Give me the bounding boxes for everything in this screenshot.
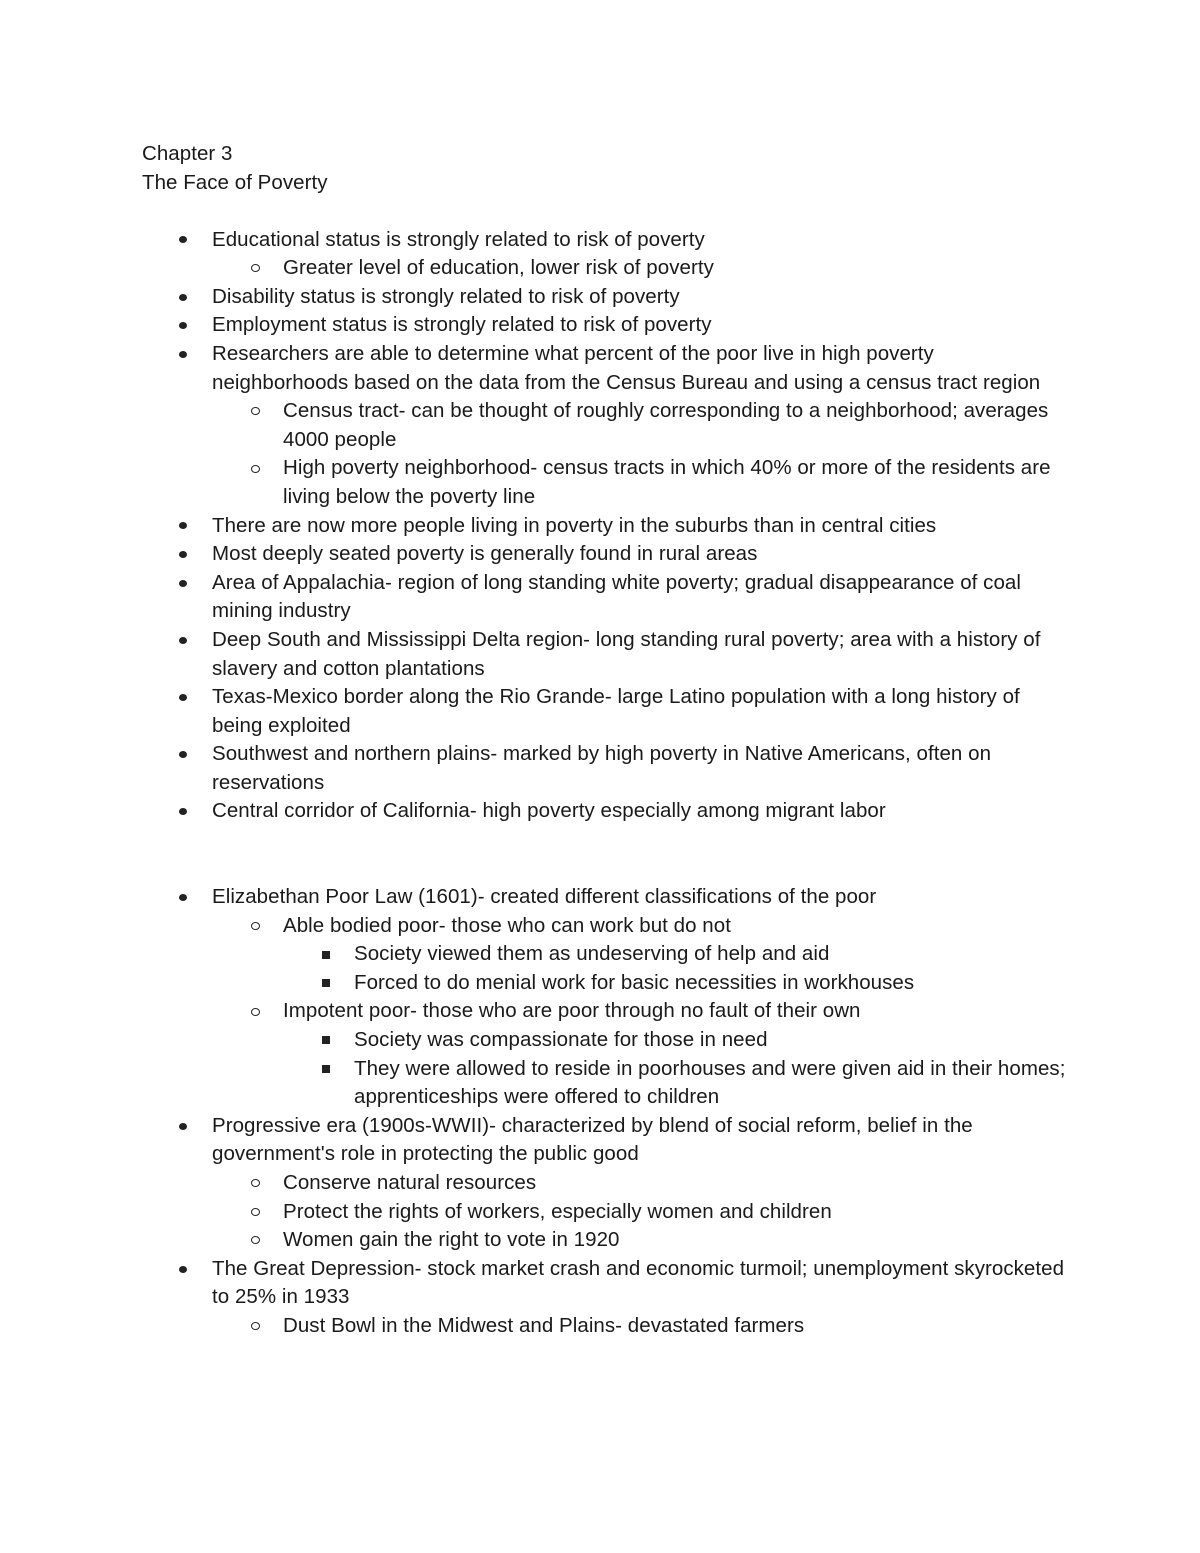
bullet-circle-icon bbox=[247, 454, 263, 483]
list-item bbox=[142, 569, 1072, 626]
list-item bbox=[142, 311, 1072, 340]
list-item-text: Deep South and Mississippi Delta region- long standing rural poverty; area with a history of slavery and cotton plantations bbox=[212, 627, 1041, 680]
bullet-disc-icon bbox=[175, 626, 191, 655]
list-item bbox=[142, 397, 1072, 454]
list-item-text: Able bodied poor- those who can work but do not bbox=[283, 913, 731, 937]
list-item-text: Researchers are able to determine what percent of the poor live in high poverty neighborhoods based on the data from the Census Bureau and using a census tract region bbox=[212, 341, 1041, 394]
list-item-text: Census tract- can be thought of roughly corresponding to a neighborhood; averages 4000 people bbox=[283, 399, 1049, 451]
list-item bbox=[142, 797, 1072, 826]
bullet-disc-icon bbox=[175, 683, 191, 712]
bullet-square-icon bbox=[318, 969, 334, 998]
bullet-disc-icon bbox=[175, 340, 191, 369]
bullet-disc-icon bbox=[175, 283, 191, 312]
list-item-text: The Great Depression- stock market crash and economic turmoil; unemployment skyrocketed to 25% in 1933 bbox=[212, 1256, 1065, 1309]
bullet-circle-icon bbox=[247, 1312, 263, 1341]
list-item bbox=[142, 997, 1072, 1026]
blank-line bbox=[142, 197, 1072, 226]
list-item-text: Forced to do menial work for basic necessities in workhouses bbox=[354, 970, 915, 994]
list-item-text: Elizabethan Poor Law (1601)- created different classifications of the poor bbox=[212, 885, 877, 909]
list-item-text: Most deeply seated poverty is generally found in rural areas bbox=[212, 542, 758, 566]
bullet-circle-icon bbox=[247, 1226, 263, 1255]
list-item-text: Women gain the right to vote in 1920 bbox=[283, 1228, 620, 1252]
list-item bbox=[142, 1198, 1072, 1227]
list-item-text: Society was compassionate for those in need bbox=[354, 1028, 768, 1052]
bullet-disc-icon bbox=[175, 226, 191, 255]
list-item bbox=[142, 283, 1072, 312]
bullet-disc-icon bbox=[175, 569, 191, 598]
list-item-text: Conserve natural resources bbox=[283, 1171, 537, 1194]
list-item bbox=[142, 512, 1072, 541]
bullet-circle-icon bbox=[247, 254, 263, 283]
list-item bbox=[142, 1226, 1072, 1255]
document-body bbox=[142, 139, 1072, 1341]
list-item bbox=[142, 340, 1072, 397]
list-item-text: Disability status is strongly related to risk of poverty bbox=[212, 284, 680, 308]
bullet-disc-icon bbox=[175, 311, 191, 340]
list-item bbox=[142, 1112, 1072, 1169]
bullet-square-icon bbox=[318, 1055, 334, 1084]
bullet-disc-icon bbox=[175, 883, 191, 912]
list-item-text: There are now more people living in poverty in the suburbs than in central cities bbox=[212, 513, 937, 537]
list-item bbox=[142, 940, 1072, 969]
list-item-text: Central corridor of California- high poverty especially among migrant labor bbox=[212, 799, 886, 823]
list-item bbox=[142, 740, 1072, 797]
list-item bbox=[142, 1312, 1072, 1341]
list-item bbox=[142, 540, 1072, 569]
list-item-text: Texas-Mexico border along the Rio Grande- large Latino population with a long history of being exploited bbox=[212, 685, 1020, 737]
list-item-text: Dust Bowl in the Midwest and Plains- devastated farmers bbox=[283, 1313, 805, 1337]
list-item bbox=[142, 883, 1072, 912]
bullet-circle-icon bbox=[247, 1198, 263, 1227]
list-item bbox=[142, 254, 1072, 283]
blank-line bbox=[142, 826, 1072, 883]
bullet-disc-icon bbox=[175, 797, 191, 826]
chapter-label: Chapter 3 bbox=[142, 142, 233, 165]
list-item-text: Protect the rights of workers, especially women and children bbox=[283, 1199, 832, 1223]
list-item-text: Society viewed them as undeserving of help and aid bbox=[354, 942, 830, 966]
list-item bbox=[142, 1255, 1072, 1312]
list-item-text: Progressive era (1900s-WWII)- characterized by blend of social reform, belief in the government's role in protecting the public good bbox=[212, 1113, 973, 1166]
list-item-text: Greater level of education, lower risk of poverty bbox=[283, 256, 714, 280]
bullet-circle-icon bbox=[247, 912, 263, 941]
list-item-text: They were allowed to reside in poorhouses and were given aid in their homes; apprenticeships were offered to children bbox=[354, 1056, 1066, 1109]
bullet-disc-icon bbox=[175, 540, 191, 569]
list-item bbox=[142, 454, 1072, 511]
bullet-disc-icon bbox=[175, 740, 191, 769]
list-item-text: Educational status is strongly related to risk of poverty bbox=[212, 227, 705, 251]
list-item-text: Area of Appalachia- region of long standing white poverty; gradual disappearance of coal mining industry bbox=[212, 570, 1021, 623]
page-title: The Face of Poverty bbox=[142, 171, 328, 194]
bullet-list-history bbox=[142, 883, 1072, 1341]
bullet-circle-icon bbox=[247, 1169, 263, 1198]
list-item-text: Employment status is strongly related to risk of poverty bbox=[212, 313, 712, 337]
list-item bbox=[142, 683, 1072, 740]
bullet-square-icon bbox=[318, 940, 334, 969]
list-item bbox=[142, 912, 1072, 941]
bullet-circle-icon bbox=[247, 997, 263, 1026]
bullet-disc-icon bbox=[175, 1255, 191, 1284]
list-item bbox=[142, 1026, 1072, 1055]
bullet-disc-icon bbox=[175, 1112, 191, 1141]
bullet-square-icon bbox=[318, 1026, 334, 1055]
list-item bbox=[142, 969, 1072, 998]
bullet-disc-icon bbox=[175, 512, 191, 541]
bullet-circle-icon bbox=[247, 397, 263, 426]
list-item bbox=[142, 1055, 1072, 1112]
bullet-list-face-of-poverty bbox=[142, 226, 1072, 826]
list-item-text: High poverty neighborhood- census tracts in which 40% or more of the residents are living below the poverty line bbox=[283, 456, 1051, 508]
list-item-text: Impotent poor- those who are poor through no fault of their own bbox=[283, 999, 861, 1023]
list-item bbox=[142, 226, 1072, 255]
list-item bbox=[142, 1169, 1072, 1198]
list-item bbox=[142, 626, 1072, 683]
list-item-text: Southwest and northern plains- marked by high poverty in Native Americans, often on reservations bbox=[212, 742, 992, 794]
